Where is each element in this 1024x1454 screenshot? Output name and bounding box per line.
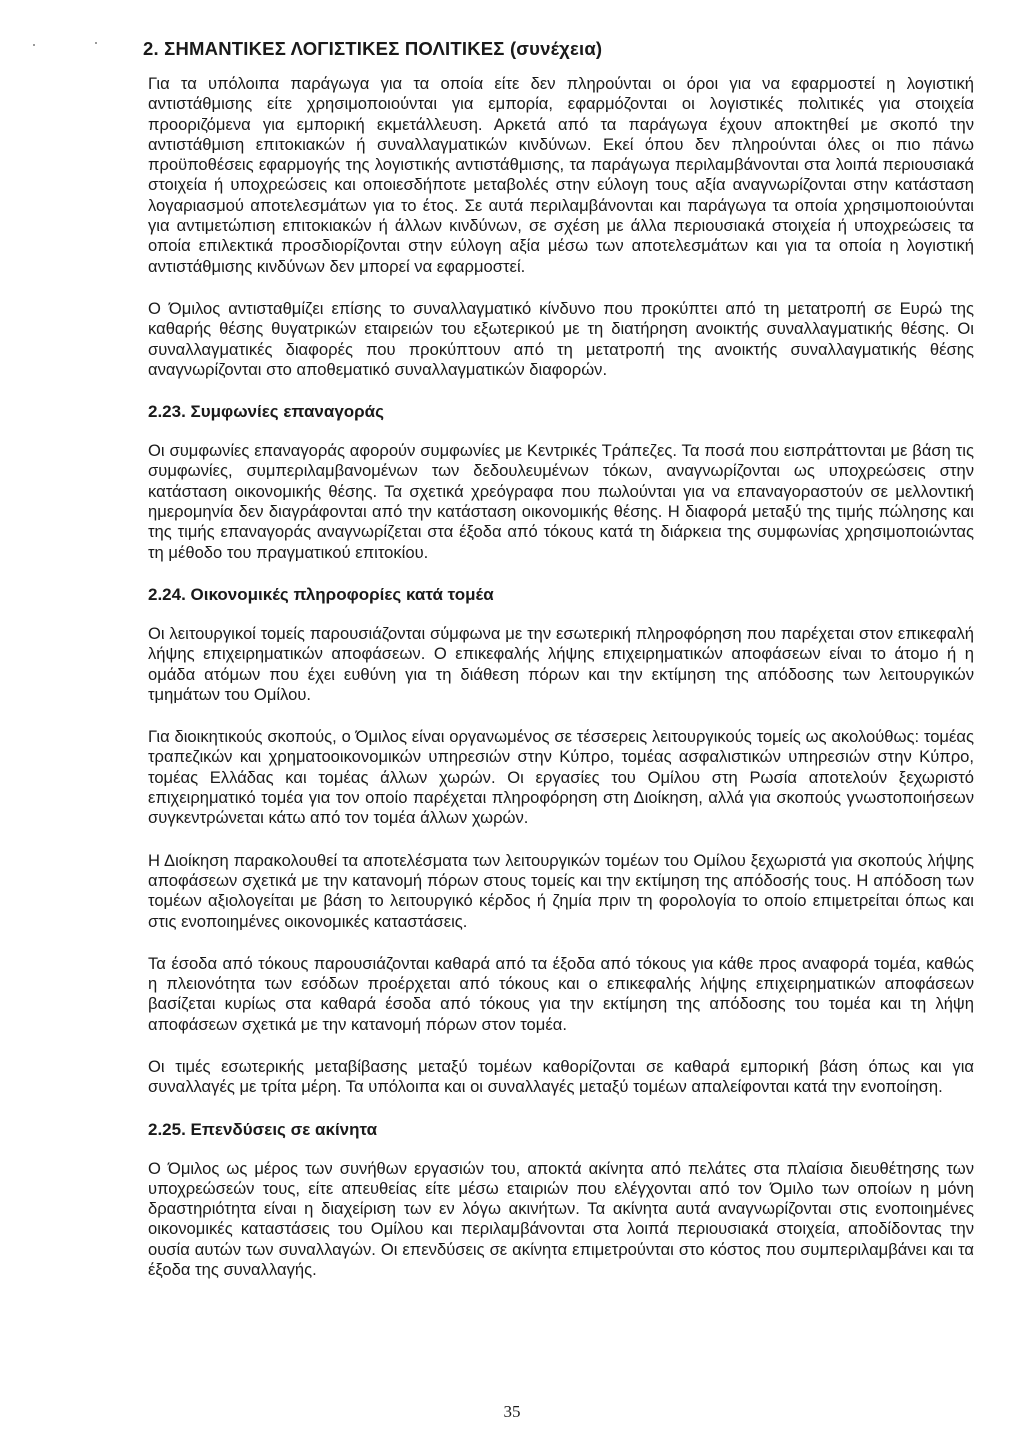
paragraph-property: Ο Όμιλος ως μέρος των συνήθων εργασιών του, αποκτά ακίνητα από πελάτες στα πλαίσια διευθέτησης των υποχρεώσεών τους, είτε απευθείας είτε μέσω εταιριών που ελέγχονται από τον Όμιλο των οποίων η μόνη δραστηριότητα είναι η διαχείριση των εν λόγω ακινήτων. Τα ακίνητα αυτά αναγνωρίζονται στις ενοποιημένες οικονομικές καταστάσεις του Ομίλου και περιλαμβάνονται στα λοιπά περιουσιακά στοιχεία, αποδίδοντας την ουσία αυτών των συναλλαγών. Οι επενδύσεις σε ακίνητα επιμετρούνται στο κόστος που συμπεριλαμβάνει και τα έξοδα της συναλλαγής. <box>148 1158 974 1280</box>
paragraph-derivatives: Για τα υπόλοιπα παράγωγα για τα οποία είτε δεν πληρούνται οι όροι για να εφαρμοστεί η λογιστική αντιστάθμισης είτε χρησιμοποιούνται για εμπορία, εφαρμόζονται οι λογιστικές πολιτικές για στοιχεία προοριζόμενα για εμπορική εκμετάλλευση. Αρκετά από τα παράγωγα έχουν αποκτηθεί με σκοπό την αντιστάθμιση επιτοκιακών ή συναλλαγματικών κινδύνων. Εκεί όπου δεν πληρούνται όλες οι πιο πάνω προϋποθέσεις εφαρμογής της λογιστικής αντιστάθμισης, τα παράγωγα περιλαμβάνονται στα λοιπά περιουσιακά στοιχεία ή υποχρεώσεις και οποιεσδήποτε μεταβολές στην εύλογη τους αξία αναγνωρίζονται στην κατάσταση λογαριασμού αποτελεσμάτων για το έτος. Σε αυτά περιλαμβάνονται και παράγωγα τα οποία χρησιμοποιούνται για αντιμετώπιση επιτοκιακών ή άλλων κινδύνων, σε σχέση με άλλα περιουσιακά στοιχεία ή υποχρεώσεις τα οποία επιλεκτικά προσδιορίζονται στην εύλογη αξία μέσω των αποτελεσμάτων και για τα οποία η λογιστική αντιστάθμισης κινδύνων δεν μπορεί να εφαρμοστεί. <box>148 74 974 276</box>
paragraph-currency-hedging: Ο Όμιλος αντισταθμίζει επίσης το συναλλαγματικό κίνδυνο που προκύπτει από τη μετατροπή σε Ευρώ της καθαρής θέσης θυγατρικών εταιρειών του εξωτερικού με τη διατήρηση ανοικτής συναλλαγματικής θέσης. Οι συναλλαγματικές διαφορές που προκύπτουν από τη μετατροπή της ανοικτής συναλλαγματικής θέσης αναγνωρίζονται στο αποθεματικό συναλλαγματικών διαφορών. <box>148 298 974 379</box>
section-heading-repurchase: 2.23. Συμφωνίες επαναγοράς <box>148 402 384 422</box>
page-heading: 2. ΣΗΜΑΝΤΙΚΕΣ ΛΟΓΙΣΤΙΚΕΣ ΠΟΛΙΤΙΚΕΣ (συνέχεια) <box>143 38 603 59</box>
paragraph-segments-5: Οι τιμές εσωτερικής μεταβίβασης μεταξύ τομέων καθορίζονται σε καθαρά εμπορική βάση όπως και για συναλλαγές με τρίτα μέρη. Τα υπόλοιπα και οι συναλλαγές μεταξύ τομέων απαλείφονται κατά την ενοποίηση. <box>148 1056 974 1097</box>
section-heading-segments: 2.24. Οικονομικές πληροφορίες κατά τομέα <box>148 584 494 604</box>
scan-speck <box>33 44 35 46</box>
paragraph-segments-3: Η Διοίκηση παρακολουθεί τα αποτελέσματα των λειτουργικών τομέων του Ομίλου ξεχωριστά για σκοπούς λήψης αποφάσεων σχετικά με την κατανομή πόρων στους τομείς και την εκτίμηση της απόδοσής τους. Η απόδοση των τομέων αξιολογείται με βάση το λειτουργικό κέρδος ή ζημία πριν τη φορολογία το οποίο επιμετρείται όπως και στις ενοποιημένες οικονομικές καταστάσεις. <box>148 850 974 931</box>
paragraph-segments-2: Για διοικητικούς σκοπούς, ο Όμιλος είναι οργανωμένος σε τέσσερεις λειτουργικούς τομείς ως ακολούθως: τομέας τραπεζικών και χρηματοοικονομικών υπηρεσιών στην Κύπρο, τομέας ασφαλιστικών υπηρεσιών στην Κύπρο, τομέας Ελλάδας και τομέας άλλων χωρών. Οι εργασίες του Ομίλου στη Ρωσία αποτελούν ξεχωριστό επιχειρηματικό τομέα για τον οποίο παρέχεται πληροφόρηση στη Διοίκηση, αλλά για σκοπούς γνωστοποιήσεων συγκεντρώνεται κάτω από τον τομέα άλλων χωρών. <box>148 727 974 828</box>
paragraph-segments-4: Τα έσοδα από τόκους παρουσιάζονται καθαρά από τα έξοδα από τόκους για κάθε προς αναφορά τομέα, καθώς η πλειονότητα των εσόδων προέρχεται από τόκους και ο επικεφαλής λήψης επιχειρηματικών αποφάσεων βασίζεται κυρίως στα καθαρά έσοδα από τόκους για την εκτίμηση της απόδοσης του τομέα και τη λήψη αποφάσεων σχετικά με την κατανομή πόρων στον τομέα. <box>148 953 974 1034</box>
page-number: 35 <box>503 1402 521 1421</box>
scan-speck <box>95 42 97 44</box>
paragraph-segments-1: Οι λειτουργικοί τομείς παρουσιάζονται σύμφωνα με την εσωτερική πληροφόρηση που παρέχεται στον επικεφαλή λήψης επιχειρηματικών αποφάσεων. Ο επικεφαλής λήψης επιχειρηματικών αποφάσεων είναι το άτομο ή η ομάδα ατόμων που έχει ευθύνη για τη διάθεση πόρων και την εκτίμηση της απόδοσης των λειτουργικών τμημάτων του Ομίλου. <box>148 623 974 704</box>
section-heading-property: 2.25. Επενδύσεις σε ακίνητα <box>148 1119 378 1139</box>
paragraph-repurchase: Οι συμφωνίες επαναγοράς αφορούν συμφωνίες με Κεντρικές Τράπεζες. Τα ποσά που εισπράττονται με βάση τις συμφωνίες, συμπεριλαμβανομένων των δεδουλευμένων τόκων, αναγνωρίζονται ως υποχρεώσεις στην κατάσταση οικονομικής θέσης. Τα σχετικά χρεόγραφα που πωλούνται για να επαναγοραστούν σε μελλοντική ημερομηνία δεν διαγράφονται από την κατάσταση οικονομικής θέσης. Η διαφορά μεταξύ της τιμής πώλησης και της τιμής επαναγοράς αναγνωρίζεται στα έξοδα από τόκους κατά τη διάρκεια της συμφωνίας χρησιμοποιώντας τη μέθοδο του πραγματικού επιτοκίου. <box>148 441 974 562</box>
page-content <box>143 38 974 1302</box>
